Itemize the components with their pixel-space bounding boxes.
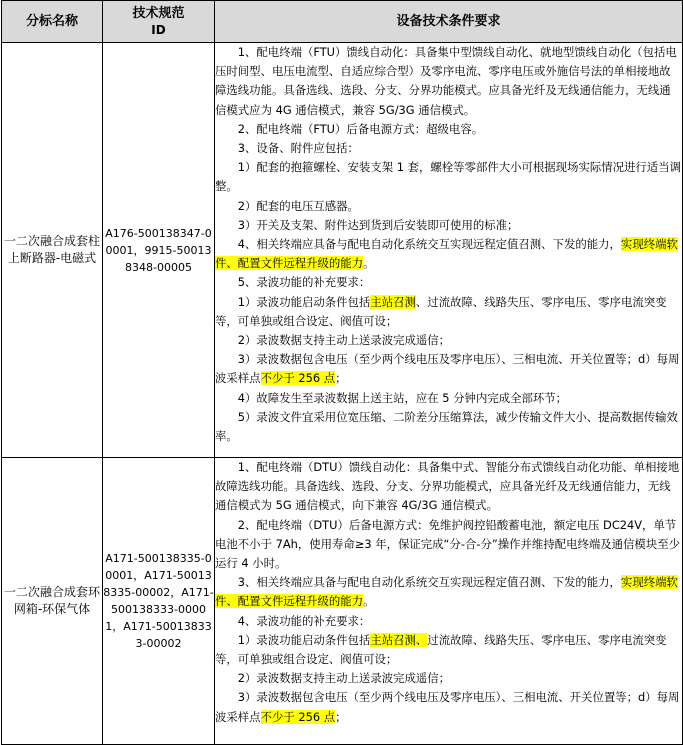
requirement-text: 2）配套的电压互感器。 <box>215 198 359 213</box>
requirement-text-tail: 。 <box>363 256 375 271</box>
header-spec <box>103 1 215 43</box>
highlighted-text: 主站召测 <box>370 294 416 309</box>
requirement-item <box>215 120 682 139</box>
requirement-text: 2、配电终端（DTU）后备电源方式：免维护阀控铅酸蓄电池，额定电压 DC24V，单节电池不小于 7Ah，使用寿命≥3 年，保证完成“分-合-分”操作并维持配电终端及通信模块至少运行 4 小时。 <box>215 517 680 571</box>
highlighted-text: 实现终端软件、配置文件远程升级的能力 <box>215 237 678 271</box>
requirement-item <box>215 612 682 631</box>
header-spec-id: ID <box>151 22 166 37</box>
requirement-text: 4、相关终端应具备与配电自动化系统交互实现远程定值召测、下发的能力， <box>215 237 621 252</box>
requirement-item <box>215 516 682 574</box>
requirement-text-tail: 、过流故障、线路失压、零序电压、零序电流突变等，可单独或组合设定、阀值可设； <box>215 294 667 328</box>
requirement-text: 3、设备、附件应包括： <box>215 141 359 156</box>
header-row <box>2 1 683 43</box>
highlighted-text: 不少于 256 点 <box>260 371 336 386</box>
requirement-item <box>215 408 682 446</box>
table-row <box>2 43 683 458</box>
requirement-text-tail: ； <box>335 371 347 386</box>
lot-name: 一二次融合成套柱上断路器-电磁式 <box>2 43 103 458</box>
requirement-item <box>215 688 682 726</box>
header-req: 设备技术条件要求 <box>215 1 683 43</box>
spec-id: A176-500138347-00001，9915-500138348-00005 <box>103 43 215 458</box>
table-row <box>2 458 683 745</box>
highlighted-text: 不少于 256 点 <box>260 709 336 724</box>
requirement-item <box>215 216 682 235</box>
requirement-item <box>215 350 682 388</box>
requirement-text-tail: 过流故障、线路失压、零序电压、零序电流突变等，可单独或组合设定、阀值可设； <box>215 632 667 667</box>
requirements <box>215 458 683 745</box>
lot-name: 一二次融合成套环网箱-环保气体 <box>2 458 103 745</box>
requirement-text: 4）故障发生至录波数据上送主站，应在 5 分钟内完成全部环节； <box>215 390 568 405</box>
requirement-item <box>215 158 682 196</box>
requirement-item <box>215 43 682 120</box>
requirement-item <box>215 389 682 408</box>
header-spec-label: 技术规范 <box>132 5 185 21</box>
requirement-item <box>215 293 682 331</box>
requirement-item <box>215 197 682 216</box>
requirement-item <box>215 139 682 158</box>
spec-table <box>1 0 683 745</box>
requirement-text: 1、配电终端（DTU）馈线自动化：具备集中式、智能分布式馈线自动化功能、单相接地故障选线功能。具备选线、选段、分支、分界功能模式，应具备光纤及无线通信能力，无线通信模式为 5G 通信模式，向下兼容 4G/3G 通信模式。 <box>215 460 680 513</box>
requirement-item <box>215 631 682 669</box>
requirement-text: 5）录波文件宜采用位宽压缩、二阶差分压缩算法，减少传输文件大小、提高数据传输效率。 <box>215 409 678 444</box>
highlighted-text: 实现终端软件、配置文件远程升级的能力 <box>215 575 678 609</box>
requirement-text: 3）开关及支架、附件达到货到后安装即可使用的标准； <box>215 217 519 232</box>
requirement-text: 1）配套的抱箍螺栓、安装支架 1 套，螺栓等零部件大小可根据现场实际情况进行适当调整。 <box>215 160 681 194</box>
requirement-text-tail: 。 <box>363 594 375 609</box>
requirement-text: 1）录波功能启动条件包括 <box>215 294 371 309</box>
requirement-text: 1、配电终端（FTU）馈线自动化：具备集中型馈线自动化、就地型馈线自动化（包括电压时间型、电压电流型、自适应综合型）及零序电流、零序电压或外施信号法的单相接地故障选线功能。具备选线、选段、分支、分界功能模式。应具备光纤及无线通信能力，无线通信模式应为 4G 通信模式，兼容 5G/3G 通信模式。 <box>215 45 677 117</box>
requirement-item <box>215 273 682 292</box>
requirement-text: 4、录波功能的补充要求： <box>215 613 371 628</box>
requirement-text: 2、配电终端（FTU）后备电源方式：超级电容。 <box>215 121 484 136</box>
requirement-text: 3）录波数据包含电压（至少两个线电压及零序电压）、三相电流、开关位置等；d）每周波采样点 <box>215 352 680 386</box>
requirement-text: 3、相关终端应具备与配电自动化系统交互实现远程定值召测、下发的能力， <box>215 575 621 590</box>
requirement-text: 1）录波功能启动条件包括 <box>215 632 371 647</box>
requirement-text: 2）录波数据支持主动上送录波完成遥信； <box>215 333 451 348</box>
requirement-item <box>215 331 682 350</box>
requirement-item <box>215 235 682 273</box>
requirement-text: 3）录波数据包含电压（至少两个线电压及零序电压）、三相电流、开关位置等；d）每周波采样点 <box>215 690 680 724</box>
requirement-item <box>215 669 682 688</box>
highlighted-text: 主站召测、 <box>370 632 428 647</box>
requirement-text: 2）录波数据支持主动上送录波完成遥信； <box>215 671 451 686</box>
requirements <box>215 43 683 458</box>
requirement-text-tail: ； <box>335 709 347 724</box>
header-name: 分标名称 <box>2 1 103 43</box>
requirement-item <box>215 573 682 611</box>
spec-id: A171-500138335-00001，A171-500138335-00002，A171-500138333-00001，A171-500138333-00002 <box>103 458 215 745</box>
requirement-item <box>215 458 682 516</box>
requirement-text: 5、录波功能的补充要求： <box>215 275 371 290</box>
